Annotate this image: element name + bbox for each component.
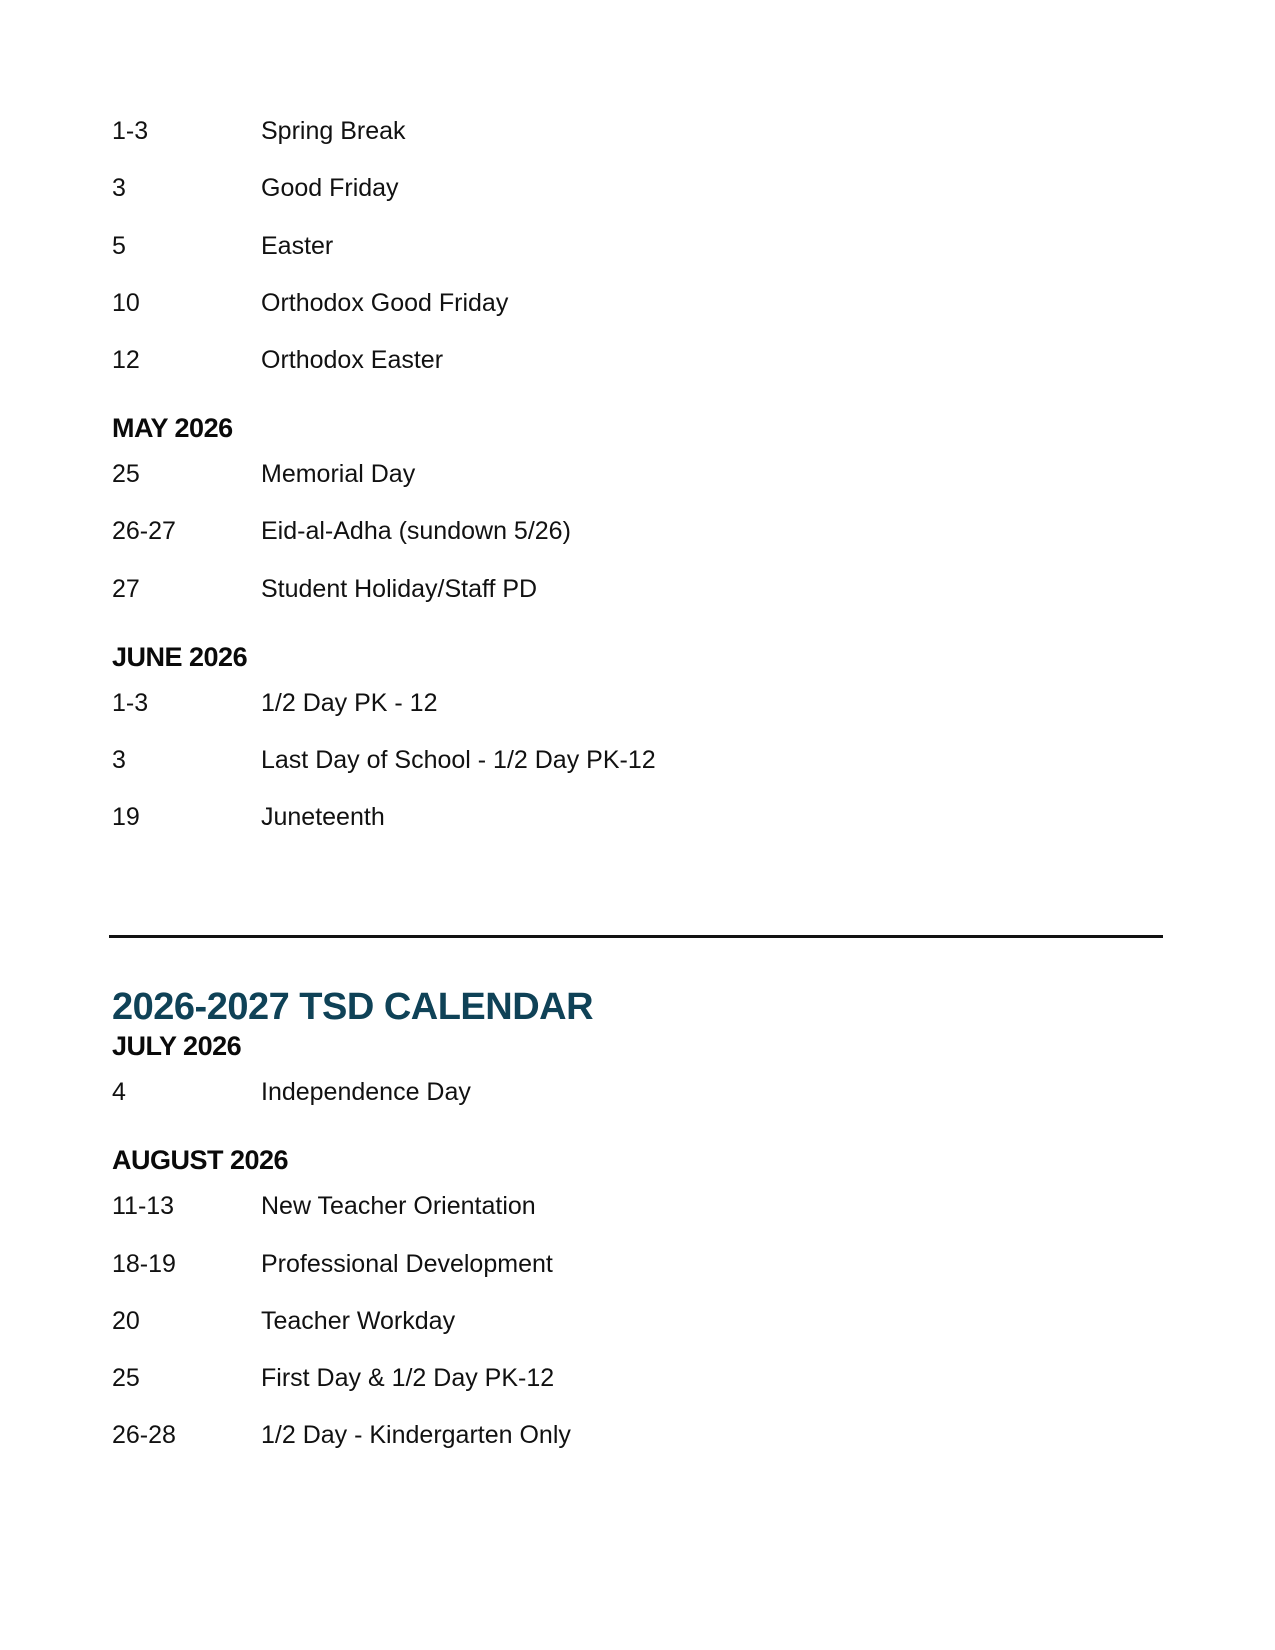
event-date: 3	[112, 174, 126, 202]
month-heading-august: AUGUST 2026	[112, 1145, 289, 1175]
event-name: New Teacher Orientation	[261, 1192, 536, 1220]
event-name: Juneteenth	[261, 803, 385, 831]
event-date: 4	[112, 1078, 126, 1106]
event-date: 10	[112, 289, 140, 317]
event-name: Orthodox Good Friday	[261, 289, 509, 317]
event-date: 27	[112, 575, 140, 603]
event-name: Teacher Workday	[261, 1307, 456, 1335]
event-date: 20	[112, 1307, 140, 1335]
event-date: 26-28	[112, 1421, 176, 1449]
event-date: 25	[112, 460, 140, 488]
event-name: Student Holiday/Staff PD	[261, 575, 538, 603]
month-heading-may: MAY 2026	[112, 413, 233, 443]
event-date: 3	[112, 746, 126, 774]
event-date: 11-13	[112, 1192, 175, 1220]
event-name: Memorial Day	[261, 460, 416, 488]
event-date: 12	[112, 346, 140, 374]
event-name: Independence Day	[261, 1078, 471, 1106]
event-name: First Day & 1/2 Day PK-12	[261, 1364, 555, 1392]
event-name: Last Day of School - 1/2 Day PK-12	[261, 746, 656, 774]
event-name: Eid-al-Adha (sundown 5/26)	[261, 517, 571, 545]
event-date: 5	[112, 232, 126, 260]
month-heading-june: JUNE 2026	[112, 642, 248, 672]
event-name: Good Friday	[261, 174, 399, 202]
event-name: Professional Development	[261, 1250, 553, 1278]
event-name: Orthodox Easter	[261, 346, 444, 374]
event-name: Spring Break	[261, 117, 406, 145]
event-date: 1-3	[112, 117, 149, 145]
event-date: 19	[112, 803, 140, 831]
calendar-title: 2026-2027 TSD CALENDAR	[112, 986, 594, 1028]
event-name: 1/2 Day PK - 12	[261, 689, 438, 717]
section-divider	[109, 935, 1163, 938]
event-name: Easter	[261, 232, 334, 260]
event-date: 18-19	[112, 1250, 176, 1278]
event-date: 25	[112, 1364, 140, 1392]
event-date: 26-27	[112, 517, 176, 545]
event-date: 1-3	[112, 689, 149, 717]
event-name: 1/2 Day - Kindergarten Only	[261, 1421, 571, 1449]
month-heading-july: JULY 2026	[112, 1031, 242, 1061]
